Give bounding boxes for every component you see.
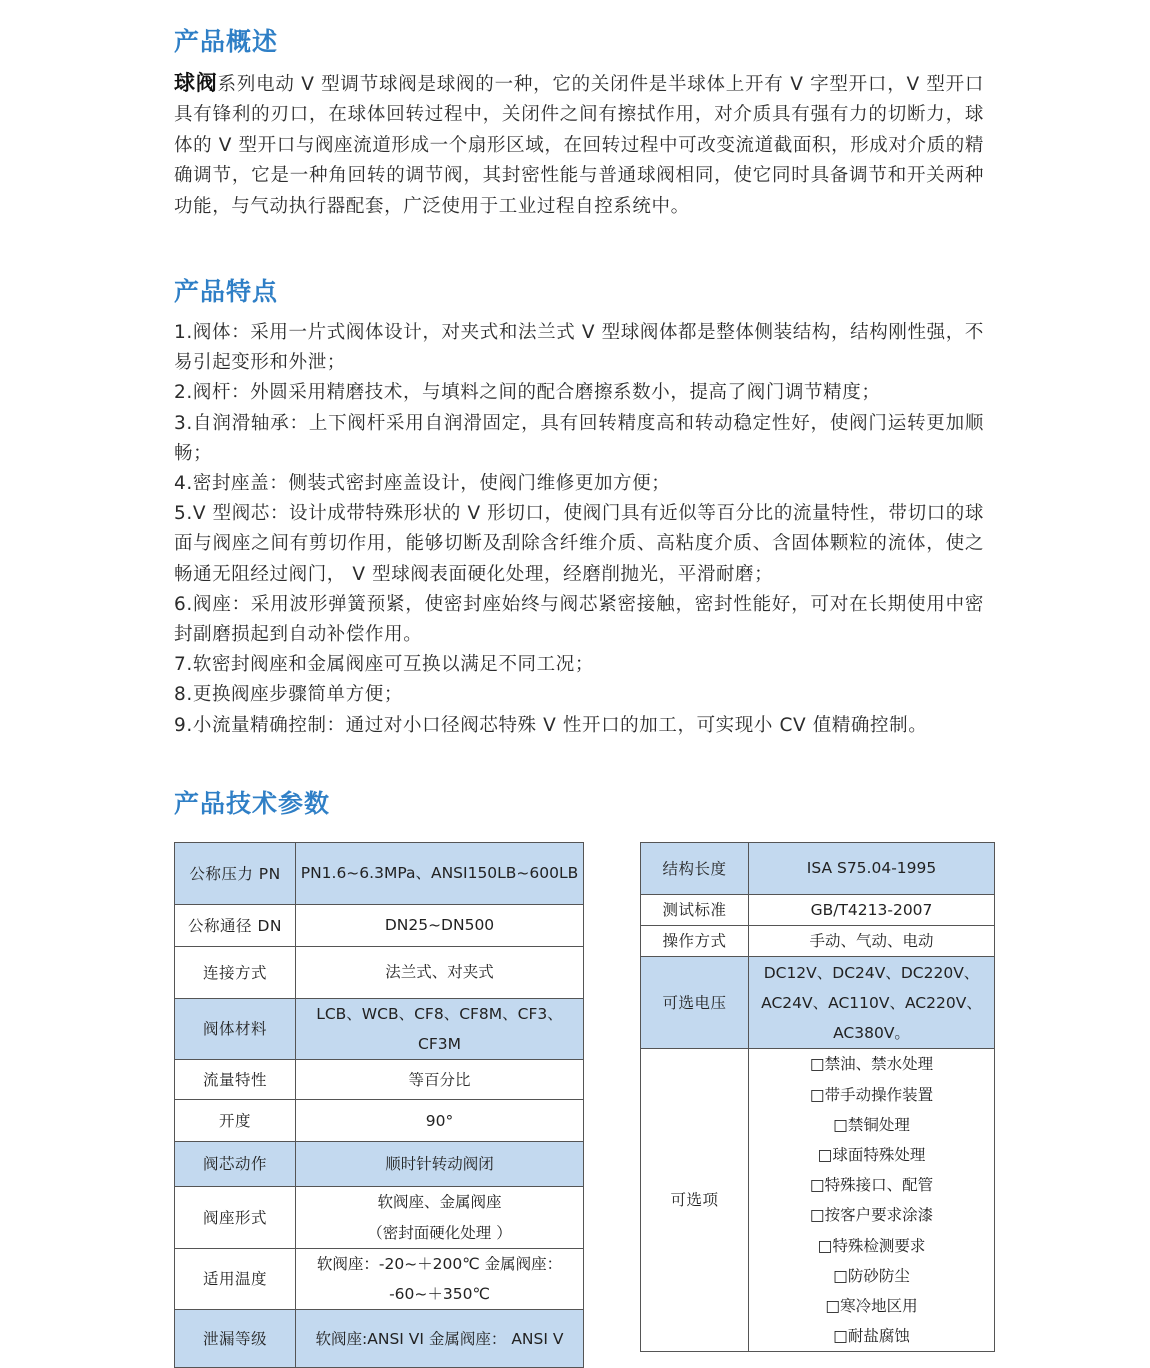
spec-value: DN25~DN500 xyxy=(296,905,584,947)
option-item: □禁油、禁水处理 xyxy=(809,1055,934,1074)
spec-value: 等百分比 xyxy=(296,1060,584,1100)
features-heading: 产品特点 xyxy=(174,277,279,306)
feature-item: 4.密封座盖：侧装式密封座盖设计，使阀门维修更加方便； xyxy=(174,473,671,495)
feature-item: 5.V 型阀芯：设计成带特殊形状的 V 形切口，使阀门具有近似等百分比的流量特性，带切口的球面与阀座之间有剪切作用，能够切断及刮除含纤维介质、高粘度介质、含固体颗粒的流体，使之畅通无阻经过阀门， V 型球阀表面硬化处理，经磨削抛光，平滑耐磨； xyxy=(174,503,984,585)
overview-body: 系列电动 V 型调节球阀是球阀的一种，它的关闭件是半球体上开有 V 字型开口，V 型开口具有锋利的刃口，在球体回转过程中，关闭件之间有擦拭作用，对介质具有强有力的切断力，球体的 V 型开口与阀座流道形成一个扇形区域，在回转过程中可改变流道截面积，形成对介质的精确调节，它是一种角回转的调节阀，其封密性能与普通球阀相同，使它同时具备调节和开关两种功能，与气动执行器配套，广泛使用于工业过程自控系统中。 xyxy=(174,74,985,217)
feature-item: 8.更换阀座步骤简单方便； xyxy=(174,684,403,706)
spec-row xyxy=(175,1310,584,1368)
spec-key: 流量特性 xyxy=(175,1060,296,1100)
features-list xyxy=(174,318,984,741)
option-item: □带手动操作装置 xyxy=(809,1085,934,1104)
spec-key: 泄漏等级 xyxy=(175,1310,296,1368)
spec-value xyxy=(749,1049,995,1352)
spec-key: 可选电压 xyxy=(641,957,749,1049)
spec-value: 软阀座、金属阀座 （密封面硬化处理 ） xyxy=(296,1187,584,1248)
spec-key: 连接方式 xyxy=(175,947,296,999)
spec-row xyxy=(175,947,584,999)
spec-value: PN1.6~6.3MPa、ANSI150LB~600LB xyxy=(296,843,584,905)
spec-row xyxy=(641,957,995,1049)
spec-value: 软阀座：-20~＋200℃ 金属阀座： -60~＋350℃ xyxy=(296,1248,584,1309)
spec-row xyxy=(175,1060,584,1100)
spec-key: 结构长度 xyxy=(641,843,749,895)
spec-row xyxy=(175,905,584,947)
spec-row xyxy=(641,895,995,926)
option-item: □禁铜处理 xyxy=(833,1115,910,1134)
overview-paragraph xyxy=(174,68,984,222)
spec-value: LCB、WCB、CF8、CF8M、CF3、CF3M xyxy=(296,999,584,1060)
option-item: □耐盐腐蚀 xyxy=(833,1327,910,1346)
spec-row xyxy=(175,1100,584,1142)
option-item: □寒冷地区用 xyxy=(825,1297,918,1316)
spec-key: 阀芯动作 xyxy=(175,1142,296,1187)
spec-value: DC12V、DC24V、DC220V、 AC24V、AC110V、AC220V、 AC380V。 xyxy=(749,957,995,1049)
feature-item: 9.小流量精确控制：通过对小口径阀芯特殊 V 性开口的加工，可实现小 CV 值精确控制。 xyxy=(174,714,928,736)
spec-row xyxy=(641,1049,995,1352)
spec-value: GB/T4213-2007 xyxy=(749,895,995,926)
spec-row xyxy=(175,843,584,905)
spec-value: ISA S75.04-1995 xyxy=(749,843,995,895)
spec-table-left xyxy=(174,842,584,1368)
spec-value: 法兰式、对夹式 xyxy=(296,947,584,999)
spec-key: 可选项 xyxy=(641,1049,749,1352)
spec-value: 软阀座:ANSI VI 金属阀座： ANSI V xyxy=(296,1310,584,1368)
spec-key: 公称通径 DN xyxy=(175,905,296,947)
spec-key: 阀座形式 xyxy=(175,1187,296,1248)
option-item: □特殊检测要求 xyxy=(817,1236,926,1255)
spec-value: 90° xyxy=(296,1100,584,1142)
spec-key: 适用温度 xyxy=(175,1248,296,1309)
spec-value: 手动、气动、电动 xyxy=(749,926,995,957)
spec-row xyxy=(175,999,584,1060)
spec-key: 阀体材料 xyxy=(175,999,296,1060)
spec-key: 测试标准 xyxy=(641,895,749,926)
option-item: □按客户要求涂漆 xyxy=(809,1206,934,1225)
specs-heading: 产品技术参数 xyxy=(174,789,331,818)
overview-lead: 球阀 xyxy=(174,70,218,95)
spec-key: 操作方式 xyxy=(641,926,749,957)
feature-item: 1.阀体：采用一片式阀体设计，对夹式和法兰式 V 型球阀体都是整体侧装结构，结构刚性强，不易引起变形和外泄； xyxy=(174,322,984,374)
spec-table-right xyxy=(640,842,995,1352)
option-item: □防砂防尘 xyxy=(833,1266,910,1285)
spec-key: 开度 xyxy=(175,1100,296,1142)
spec-key: 公称压力 PN xyxy=(175,843,296,905)
spec-row xyxy=(175,1248,584,1309)
feature-item: 7.软密封阀座和金属阀座可互换以满足不同工况； xyxy=(174,654,594,676)
spec-value: 顺时针转动阀闭 xyxy=(296,1142,584,1187)
option-item: □球面特殊处理 xyxy=(817,1146,926,1165)
feature-item: 6.阀座：采用波形弹簧预紧，使密封座始终与阀芯紧密接触，密封性能好，可对在长期使用中密封副磨损起到自动补偿作用。 xyxy=(174,593,984,646)
feature-item: 2.阀杆：外圆采用精磨技术，与填料之间的配合磨擦系数小，提高了阀门调节精度； xyxy=(174,382,881,404)
spec-row xyxy=(175,1187,584,1248)
spec-row xyxy=(641,926,995,957)
option-item: □特殊接口、配管 xyxy=(809,1176,934,1195)
feature-item: 3.自润滑轴承：上下阀杆采用自润滑固定，具有回转精度高和转动稳定性好，使阀门运转更加顺畅； xyxy=(174,412,984,464)
spec-row xyxy=(641,843,995,895)
overview-heading: 产品概述 xyxy=(174,27,279,56)
spec-row xyxy=(175,1142,584,1187)
